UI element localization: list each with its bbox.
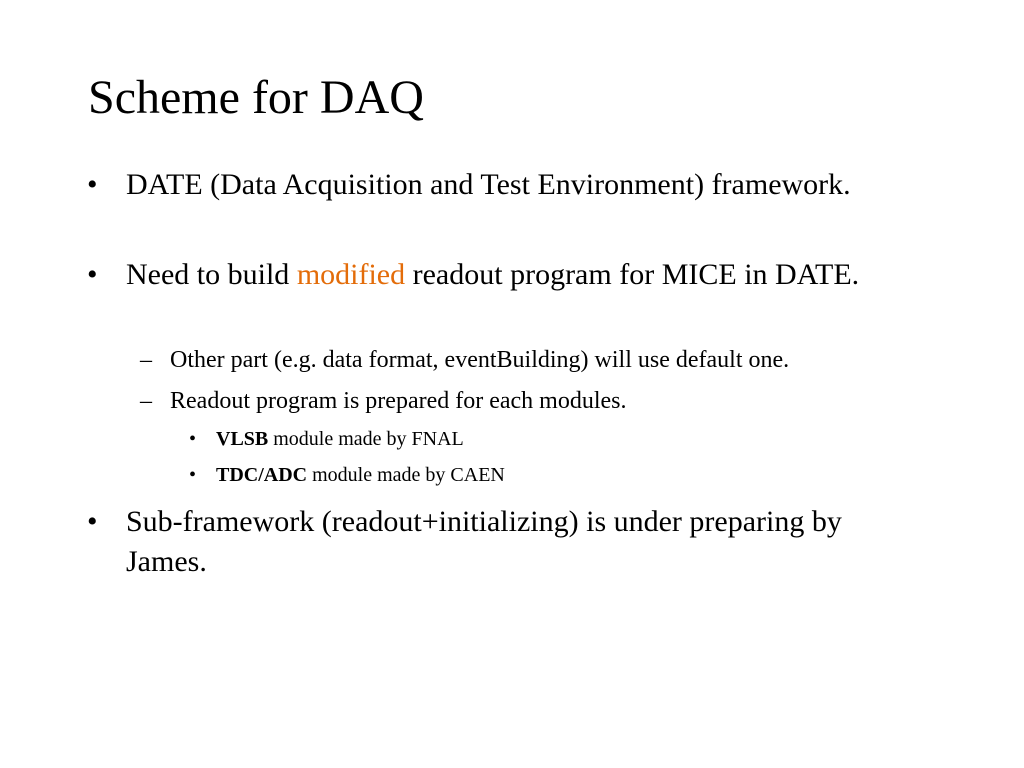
bullet-icon: •	[87, 168, 98, 201]
sub-item-text: Readout program is prepared for each modules.	[170, 388, 627, 414]
bullet-item-sub-framework	[87, 502, 926, 582]
bullet-item-date-framework	[87, 165, 926, 205]
sub-item-text: Other part (e.g. data format, eventBuilding) will use default one.	[170, 347, 790, 373]
dash-icon: –	[140, 388, 152, 414]
module-description: module made by CAEN	[307, 464, 505, 486]
bullet-icon: •	[87, 258, 98, 291]
bullet-item-modified-readout	[87, 255, 926, 295]
bullet-text: Sub-framework (readout+initializing) is under preparing by James.	[126, 505, 842, 578]
module-name-vlsb: VLSB	[216, 428, 269, 450]
highlight-text-modified: modified	[296, 258, 406, 291]
module-description: module made by FNAL	[268, 428, 464, 450]
bullet-icon: •	[189, 428, 197, 450]
bullet-text-after: readout program for MICE in DATE.	[405, 258, 860, 291]
sub-sub-item-tdc-adc	[189, 462, 916, 488]
module-name-tdc-adc: TDC/ADC	[216, 464, 308, 486]
slide-title: Scheme for DAQ	[88, 71, 424, 124]
bullet-icon: •	[87, 505, 98, 538]
sub-sub-item-vlsb	[189, 426, 916, 452]
sub-item-readout-program	[140, 386, 950, 416]
dash-icon: –	[140, 347, 152, 373]
bullet-text: DATE (Data Acquisition and Test Environment) framework.	[126, 168, 851, 201]
sub-item-other-part	[140, 345, 950, 375]
bullet-icon: •	[189, 464, 197, 486]
bullet-text-before: Need to build	[126, 258, 297, 291]
